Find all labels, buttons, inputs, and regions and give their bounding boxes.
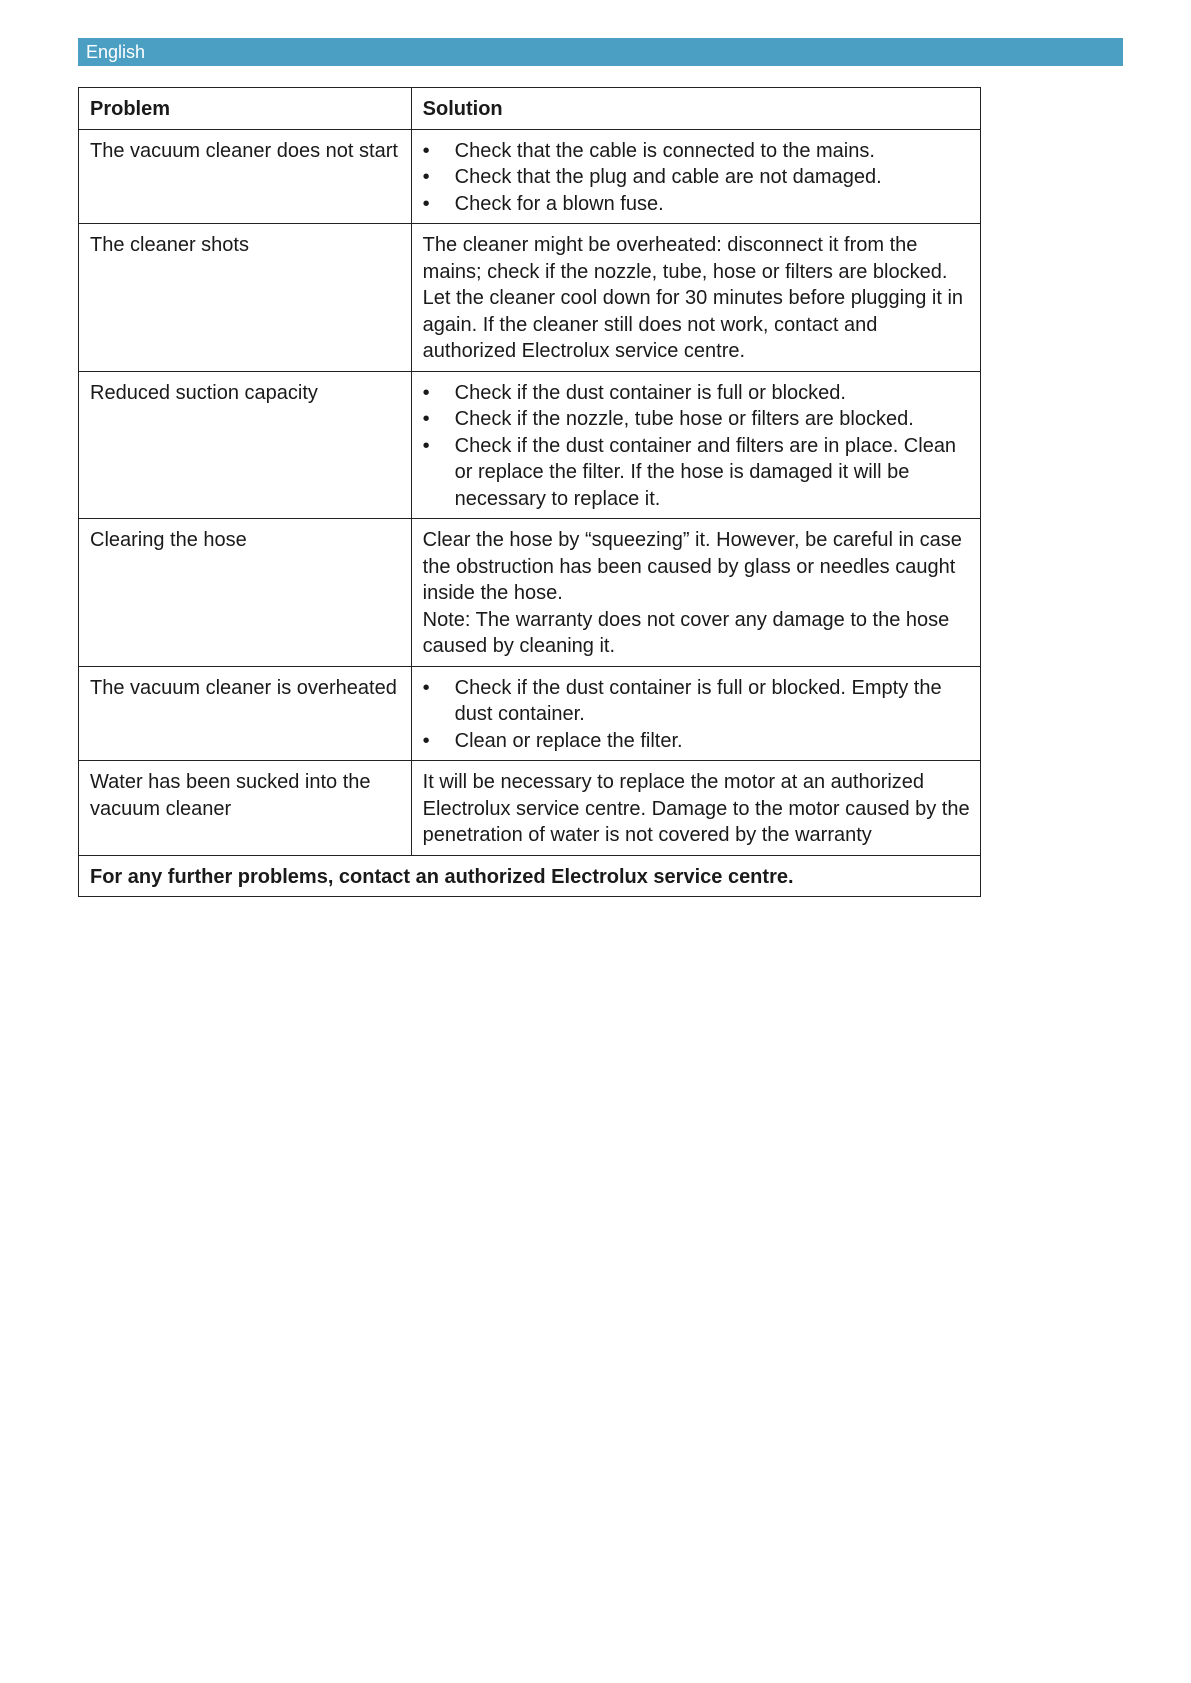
solution-text: Note: The warranty does not cover any damage to the hose caused by cleaning it. xyxy=(422,608,950,657)
bullet-dot-icon: • xyxy=(422,676,430,699)
solution-bullet-item xyxy=(423,406,970,433)
bullet-dot-icon: • xyxy=(422,381,430,404)
solution-bullet-item xyxy=(423,380,970,407)
solution-bullet-text: Check for a blown fuse. xyxy=(454,192,664,215)
language-label: English xyxy=(86,42,146,62)
table-footer-row xyxy=(79,855,981,897)
solution-bullet-text: Check if the nozzle, tube hose or filters are blocked. xyxy=(454,408,914,430)
table-row xyxy=(79,371,981,519)
table-header-row xyxy=(79,88,981,130)
troubleshooting-table xyxy=(78,87,981,897)
solution-bullet-text: Check if the dust container is full or blocked. xyxy=(454,381,846,404)
solution-bullet-item xyxy=(423,728,970,755)
problem-cell: The vacuum cleaner is overheated xyxy=(79,666,412,761)
table-row xyxy=(79,129,981,224)
solution-bullet-item xyxy=(423,138,970,165)
solution-bullet-item xyxy=(423,191,970,218)
solution-cell xyxy=(411,519,980,667)
bullet-dot-icon: • xyxy=(422,434,430,457)
problem-cell: The cleaner shots xyxy=(79,224,412,372)
solution-bullet-text: Check that the cable is connected to the mains. xyxy=(454,139,875,162)
solution-text: The cleaner might be overheated: disconnect it from the mains; check if the nozzle, tube, hose or filters are blocked. Let the cleaner cool down for 30 minutes before plugging it in again. If the cleaner still does not work, contact and authorized Electrolux service centre. xyxy=(422,234,964,362)
bullet-dot-icon: • xyxy=(422,192,430,215)
problem-cell: The vacuum cleaner does not start xyxy=(79,129,412,224)
problem-cell: Clearing the hose xyxy=(79,519,412,667)
problem-cell: Reduced suction capacity xyxy=(79,371,412,519)
solution-bullet-text: Check if the dust container is full or blocked. Empty the dust container. xyxy=(454,676,942,725)
solution-bullet-text: Check if the dust container and filters are in place. Clean or replace the filter. If the hose is damaged it will be necessary to replace it. xyxy=(454,434,957,510)
solution-bullet-list xyxy=(423,675,970,755)
header-problem: Problem xyxy=(79,88,412,130)
solution-bullet-list xyxy=(423,380,970,513)
solution-bullet-list xyxy=(423,138,970,218)
solution-cell xyxy=(411,761,980,856)
solution-text: It will be necessary to replace the motor at an authorized Electrolux service centre. Damage to the motor caused by the penetration of water is not covered by the warranty xyxy=(422,771,970,846)
table-row xyxy=(79,666,981,761)
table-row xyxy=(79,224,981,372)
table-row xyxy=(79,519,981,667)
table-row xyxy=(79,761,981,856)
solution-bullet-text: Check that the plug and cable are not damaged. xyxy=(454,166,882,188)
solution-bullet-item xyxy=(423,164,970,191)
language-header-bar xyxy=(78,38,1123,66)
solution-bullet-item xyxy=(423,675,970,728)
problem-cell: Water has been sucked into the vacuum cleaner xyxy=(79,761,412,856)
bullet-dot-icon: • xyxy=(422,166,430,188)
bullet-dot-icon: • xyxy=(422,408,430,430)
solution-text: Clear the hose by “squeezing” it. However, be careful in case the obstruction has been caused by glass or needles caught inside the hose. xyxy=(422,529,962,604)
footer-note: For any further problems, contact an authorized Electrolux service centre. xyxy=(79,855,981,897)
solution-bullet-item xyxy=(423,433,970,513)
bullet-dot-icon: • xyxy=(422,139,430,162)
header-solution: Solution xyxy=(411,88,980,130)
solution-cell xyxy=(411,666,980,761)
solution-bullet-text: Clean or replace the filter. xyxy=(454,729,683,752)
solution-cell xyxy=(411,371,980,519)
bullet-dot-icon: • xyxy=(422,729,430,752)
solution-cell xyxy=(411,224,980,372)
solution-cell xyxy=(411,129,980,224)
